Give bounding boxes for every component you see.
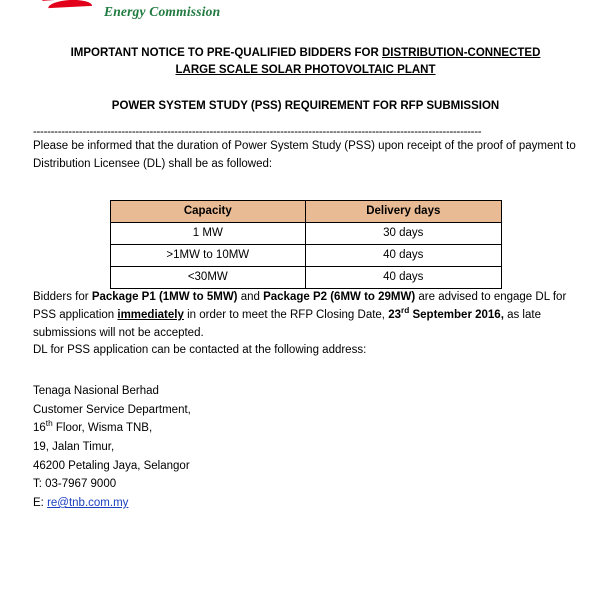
document-subtitle: POWER SYSTEM STUDY (PSS) REQUIREMENT FOR RFP SUBMISSION [111, 100, 500, 113]
packages-paragraph [33, 289, 578, 342]
intro-paragraph: Please be informed that the duration of Power System Study (PSS) upon receipt of the proof of payment to Distribution Licensee (DL) shall be as followed: [33, 140, 576, 171]
cell-delivery-days: 40 days [306, 244, 501, 266]
address-line-email [33, 494, 578, 513]
packages-seg3: are advised to engage DL for PSS application [33, 290, 567, 321]
packages-seg4: in order to meet the RFP Closing Date, [183, 308, 389, 321]
cell-capacity: 1 MW [110, 222, 306, 244]
address-line-city: 46200 Petaling Jaya, Selangor [33, 459, 190, 472]
horizontal-divider: ------------------------------------------------------------------------------------------------------------------------------- [33, 126, 482, 139]
closing-date-number: 23 [388, 308, 401, 321]
floor-ordinal: th [45, 419, 53, 429]
table-row [110, 222, 501, 244]
closing-date-ordinal: rd [401, 305, 410, 315]
column-header-delivery-days: Delivery days [306, 200, 501, 222]
title-line1-underlined: DISTRIBUTION-CONNECTED [381, 47, 541, 59]
floor-number: 16 [33, 422, 46, 435]
package-p2-label: Package P2 (6MW to 29MW) [263, 290, 416, 303]
floor-rest: Floor, Wisma TNB, [52, 422, 153, 435]
energy-commission-logo-icon [40, 0, 98, 20]
organization-logo [40, 0, 220, 20]
cell-delivery-days: 40 days [306, 266, 501, 288]
title-line1-prefix: IMPORTANT NOTICE TO PRE-QUALIFIED BIDDERS FOR [70, 47, 382, 59]
closing-date-rest: September 2016, [409, 308, 504, 321]
address-line-phone: T: 03-7967 9000 [33, 478, 117, 491]
table-row [110, 266, 501, 288]
packages-seg5: as late submissions will not be accepted. [33, 308, 541, 339]
package-p1-label: Package P1 (1MW to 5MW) [91, 290, 238, 303]
packages-seg1: Bidders for [33, 290, 92, 303]
email-link[interactable]: re@tnb.com.my [47, 496, 129, 509]
table-row [110, 244, 501, 266]
document-content [33, 40, 578, 513]
immediately-emphasis: immediately [117, 308, 184, 321]
table-header-row [110, 200, 501, 222]
logo-line-1: Energy Commission [104, 3, 221, 19]
email-prefix: E: [33, 496, 48, 509]
document-title [33, 45, 578, 78]
logo-wordmark [104, 5, 220, 20]
pss-duration-table [110, 200, 502, 289]
address-line-department: Customer Service Department, [33, 403, 191, 416]
cell-capacity: >1MW to 10MW [110, 244, 306, 266]
contact-intro-paragraph: DL for PSS application can be contacted at the following address: [33, 344, 367, 357]
address-line-street: 19, Jalan Timur, [33, 441, 115, 454]
column-header-capacity: Capacity [110, 200, 306, 222]
cell-delivery-days: 30 days [306, 222, 501, 244]
address-line-company: Tenaga Nasional Berhad [33, 385, 159, 398]
address-line-floor [33, 419, 578, 438]
cell-capacity: <30MW [110, 266, 306, 288]
contact-address-block [33, 382, 578, 512]
title-line2-underlined: LARGE SCALE SOLAR PHOTOVOLTAIC PLANT [175, 63, 436, 76]
packages-seg2: and [237, 290, 264, 303]
